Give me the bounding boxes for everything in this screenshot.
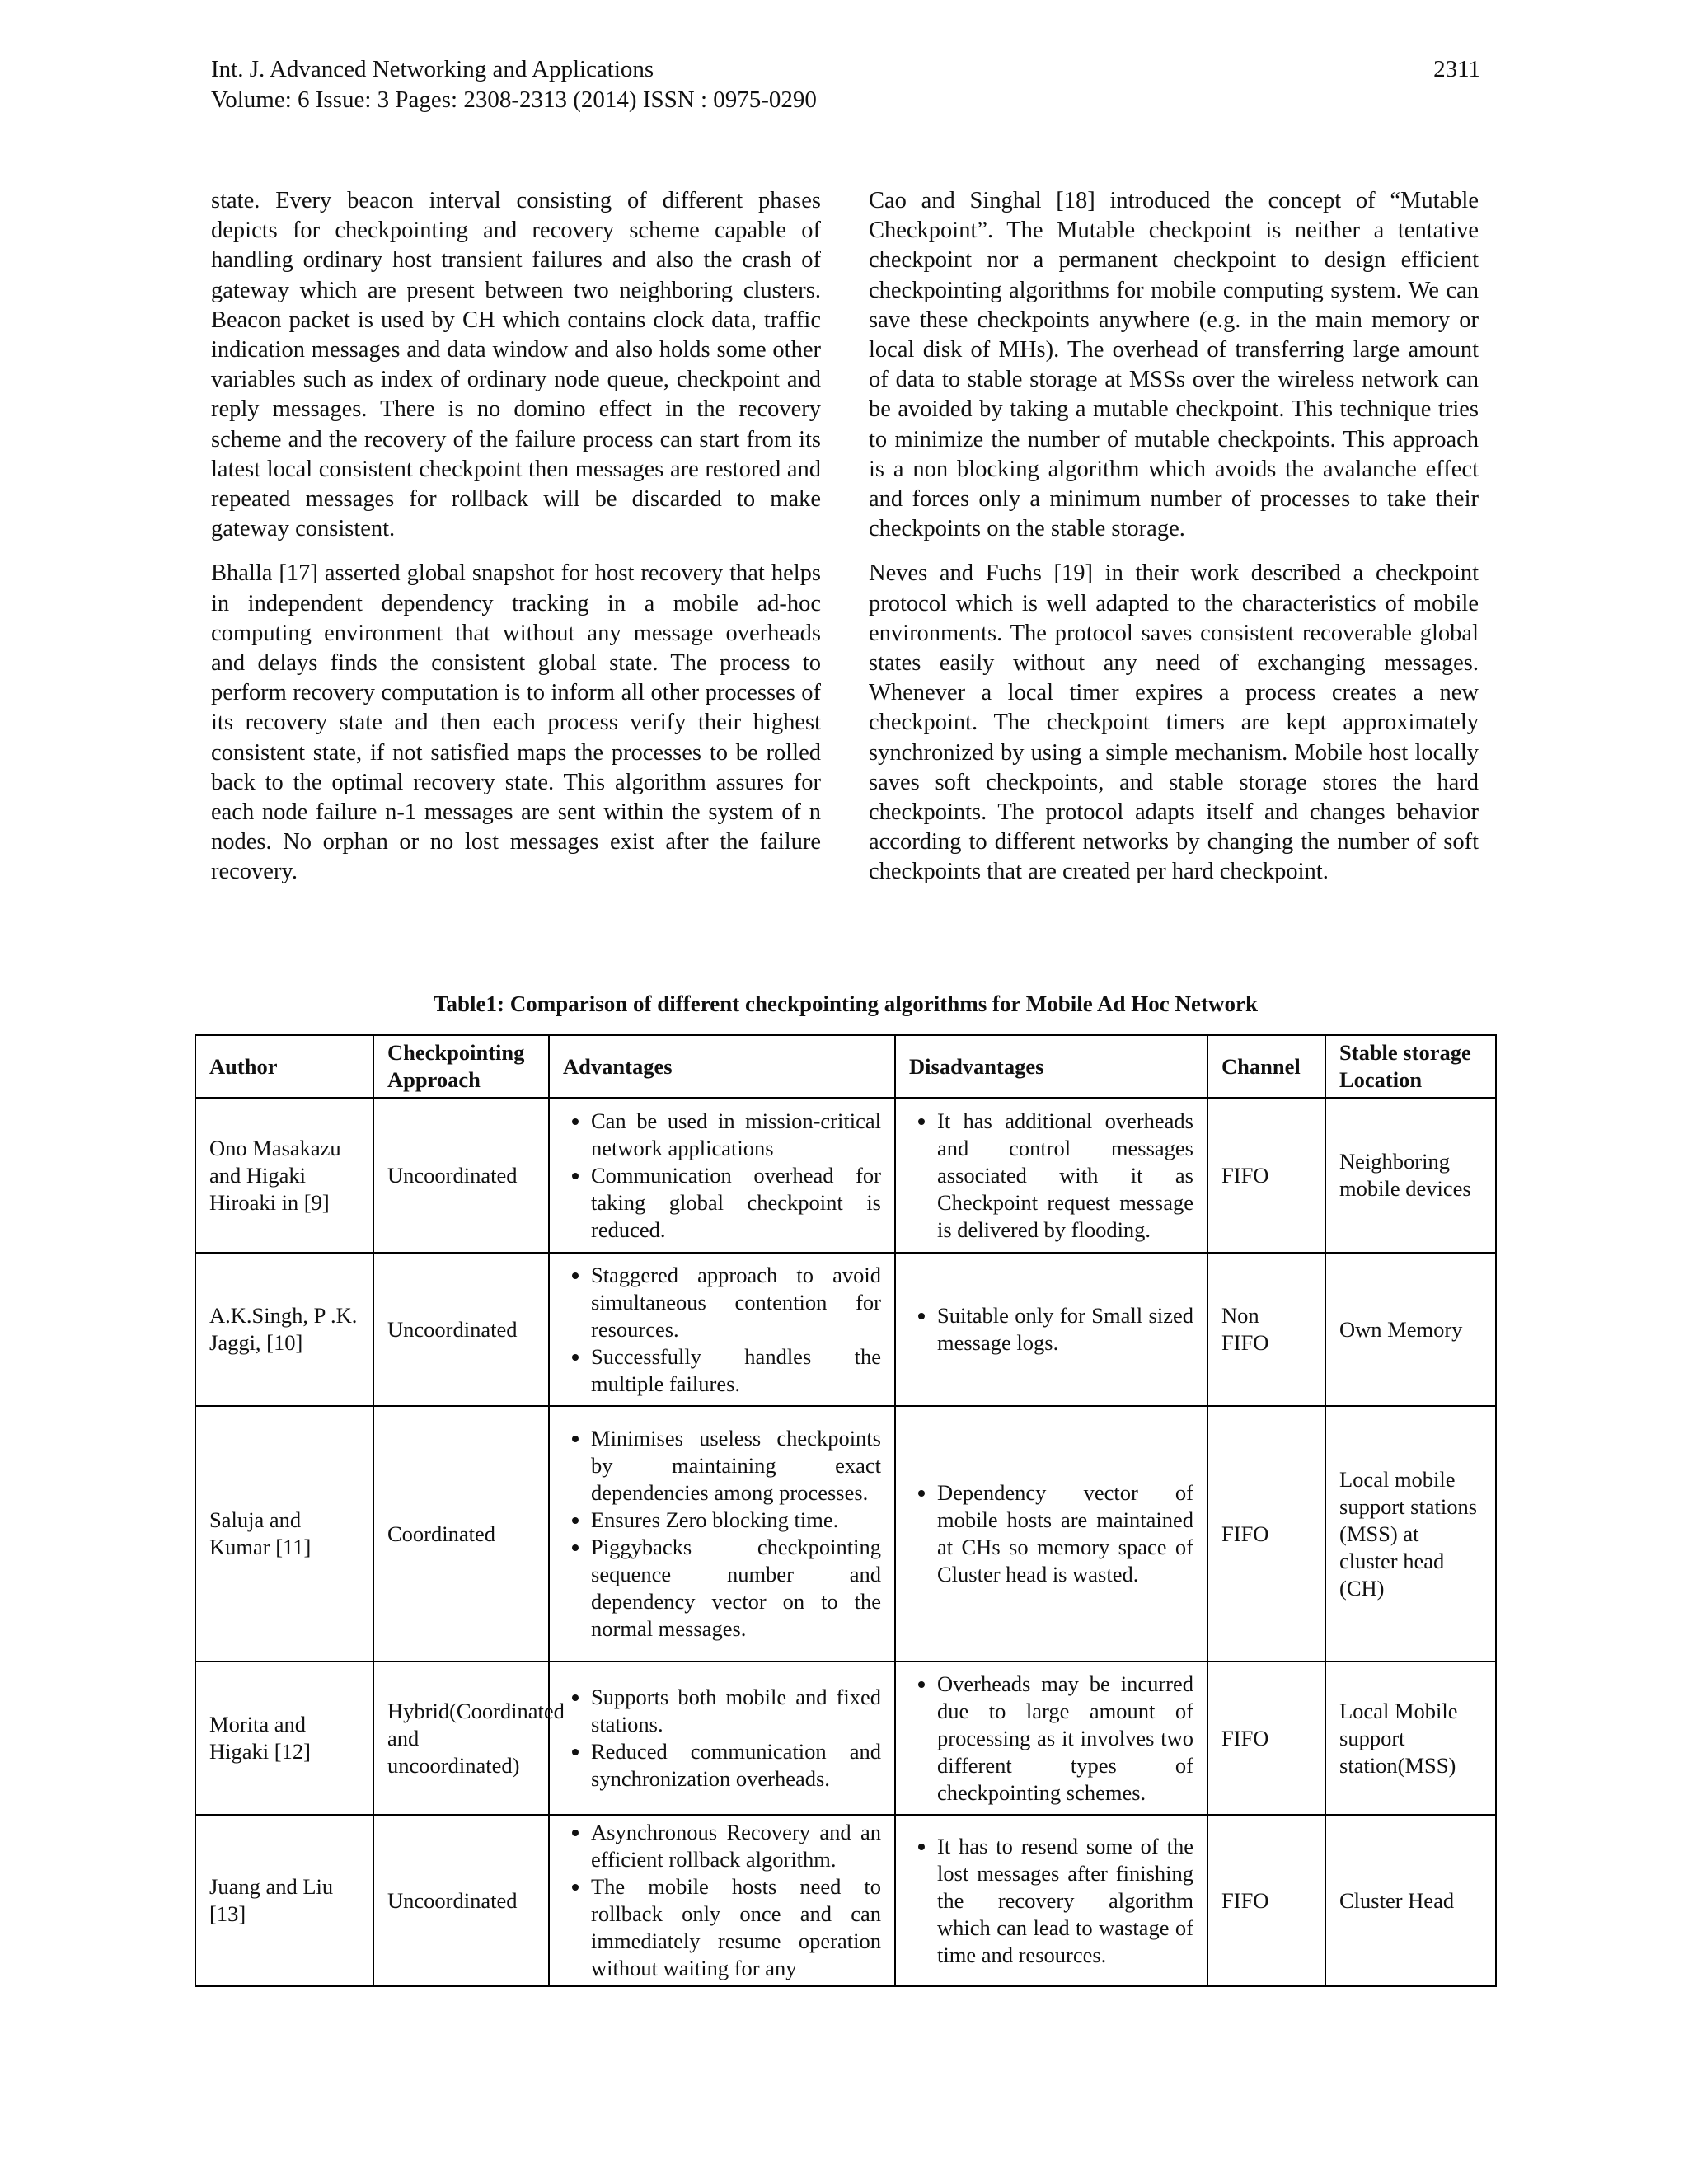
cell-author: Morita and Higaki [12]	[195, 1661, 373, 1815]
list-item: • Overheads may be incurred due to large amount of processing as it involves two different types of checkpointing schemes.	[937, 1671, 1193, 1807]
cell-channel: Non FIFO	[1207, 1253, 1325, 1406]
cell-disadvantages	[895, 1253, 1207, 1406]
cell-approach: Hybrid(Coordinated and uncoordinated)	[373, 1661, 549, 1815]
cell-advantages	[549, 1661, 895, 1815]
cell-author: A.K.Singh, P .K. Jaggi, [10]	[195, 1253, 373, 1406]
table-header-row	[195, 1035, 1496, 1098]
header-author: Author	[195, 1035, 373, 1098]
volume-info: Volume: 6 Issue: 3 Pages: 2308-2313 (2014) ISSN : 0975-0290	[211, 87, 817, 113]
left-column	[211, 186, 821, 902]
list-item: • Reduced communication and synchronization overheads.	[591, 1738, 881, 1793]
cell-disadvantages	[895, 1815, 1207, 1986]
cell-advantages	[549, 1098, 895, 1253]
list-item: • Dependency vector of mobile hosts are maintained at CHs so memory space of Cluster head is wasted.	[937, 1479, 1193, 1588]
page-number: 2311	[1433, 56, 1480, 82]
cell-channel: FIFO	[1207, 1098, 1325, 1253]
header-approach: Checkpointing Approach	[373, 1035, 549, 1098]
list-item: • Ensures Zero blocking time.	[591, 1507, 881, 1534]
right-column	[869, 186, 1479, 902]
paragraph: Cao and Singhal [18] introduced the concept of “Mutable Checkpoint”. The Mutable checkpoint is neither a tentative checkpoint nor a permanent checkpoint to design efficient checkpointing algorithms for mobile computing system. We can save these checkpoints anywhere (e.g. in the main memory or local disk of MHs). The overhead of transferring large amount of data to stable storage at MSSs over the wireless network can be avoided by taking a mutable checkpoint. This technique tries to minimize the number of mutable checkpoints. This approach is a non blocking algorithm which avoids the avalanche effect and forces only a minimum number of processes to take their checkpoints on the stable storage.	[869, 188, 1479, 542]
cell-channel: FIFO	[1207, 1661, 1325, 1815]
cell-advantages	[549, 1253, 895, 1406]
list-item: • Staggered approach to avoid simultaneous contention for resources.	[591, 1262, 881, 1343]
header-disadvantages: Disadvantages	[895, 1035, 1207, 1098]
cell-storage: Neighboring mobile devices	[1325, 1098, 1496, 1253]
cell-advantages	[549, 1406, 895, 1661]
cell-author: Juang and Liu [13]	[195, 1815, 373, 1986]
cell-disadvantages	[895, 1406, 1207, 1661]
journal-title: Int. J. Advanced Networking and Applications	[211, 56, 654, 82]
header-advantages: Advantages	[549, 1035, 895, 1098]
cell-disadvantages	[895, 1098, 1207, 1253]
paragraph: state. Every beacon interval consisting of different phases depicts for checkpointing and recovery scheme capable of handling ordinary host transient failures and also the crash of gateway which are present between two neighboring clusters. Beacon packet is used by CH which contains clock data, traffic indication messages and data window and also holds some other variables such as index of ordinary node queue, checkpoint and reply messages. There is no domino effect in the recovery scheme and the recovery of the failure process can start from its latest local consistent checkpoint then messages are restored and repeated messages for rollback will be discarded to make gateway consistent.	[211, 188, 821, 542]
list-item: • Supports both mobile and fixed stations.	[591, 1684, 881, 1738]
list-item: • Successfully handles the multiple failures.	[591, 1343, 881, 1398]
list-item: • Asynchronous Recovery and an efficient rollback algorithm.	[591, 1819, 881, 1873]
page-header	[211, 54, 1480, 115]
cell-author: Saluja and Kumar [11]	[195, 1406, 373, 1661]
header-storage: Stable storage Location	[1325, 1035, 1496, 1098]
table-row	[195, 1253, 1496, 1406]
cell-channel: FIFO	[1207, 1406, 1325, 1661]
list-item: • The mobile hosts need to rollback only once and can immediately resume operation without waiting for any	[591, 1873, 881, 1982]
cell-storage: Cluster Head	[1325, 1815, 1496, 1986]
table-caption: Table1: Comparison of different checkpointing algorithms for Mobile Ad Hoc Network	[434, 991, 1258, 1016]
cell-disadvantages	[895, 1661, 1207, 1815]
list-item: • Piggybacks checkpointing sequence number and dependency vector on to the normal messages.	[591, 1534, 881, 1643]
list-item: • It has to resend some of the lost messages after finishing the recovery algorithm which can lead to wastage of time and resources.	[937, 1833, 1193, 1969]
cell-channel: FIFO	[1207, 1815, 1325, 1986]
cell-storage: Own Memory	[1325, 1253, 1496, 1406]
cell-approach: Coordinated	[373, 1406, 549, 1661]
table-row	[195, 1815, 1496, 1986]
table-row	[195, 1098, 1496, 1253]
paragraph: Bhalla [17] asserted global snapshot for host recovery that helps in independent dependency tracking in a mobile ad-hoc computing environment that without any message overheads and delays finds the consistent global state. The process to perform recovery computation is to inform all other processes of its recovery state and then each process verify their highest consistent state, if not satisfied maps the processes to be rolled back to the optimal recovery state. This algorithm assures for each node failure n-1 messages are sent within the system of n nodes. No orphan or no lost messages exist after the failure recovery.	[211, 560, 821, 885]
cell-author: Ono Masakazu and Higaki Hiroaki in [9]	[195, 1098, 373, 1253]
paragraph: Neves and Fuchs [19] in their work described a checkpoint protocol which is well adapted to the characteristics of mobile environments. The protocol saves consistent recoverable global states easily without any need of exchanging messages. Whenever a local timer expires a process creates a new checkpoint. The checkpoint timers are kept approximately synchronized by using a simple mechanism. Mobile host locally saves soft checkpoints, and stable storage stores the hard checkpoints. The protocol adapts itself and changes behavior according to different networks by changing the number of soft checkpoints that are created per hard checkpoint.	[869, 560, 1479, 885]
list-item: • It has additional overheads and control messages associated with it as Checkpoint request message is delivered by flooding.	[937, 1108, 1193, 1244]
cell-approach: Uncoordinated	[373, 1098, 549, 1253]
list-item: • Suitable only for Small sized message logs.	[937, 1302, 1193, 1357]
cell-advantages	[549, 1815, 895, 1986]
table-row	[195, 1661, 1496, 1815]
table-row	[195, 1406, 1496, 1661]
comparison-table	[195, 1034, 1497, 1987]
list-item: • Communication overhead for taking global checkpoint is reduced.	[591, 1162, 881, 1244]
cell-approach: Uncoordinated	[373, 1253, 549, 1406]
header-channel: Channel	[1207, 1035, 1325, 1098]
list-item: • Minimises useless checkpoints by maintaining exact dependencies among processes.	[591, 1425, 881, 1507]
cell-approach: Uncoordinated	[373, 1815, 549, 1986]
cell-storage: Local Mobile support station(MSS)	[1325, 1661, 1496, 1815]
list-item: • Can be used in mission-critical network applications	[591, 1108, 881, 1162]
cell-storage: Local mobile support stations (MSS) at cluster head (CH)	[1325, 1406, 1496, 1661]
